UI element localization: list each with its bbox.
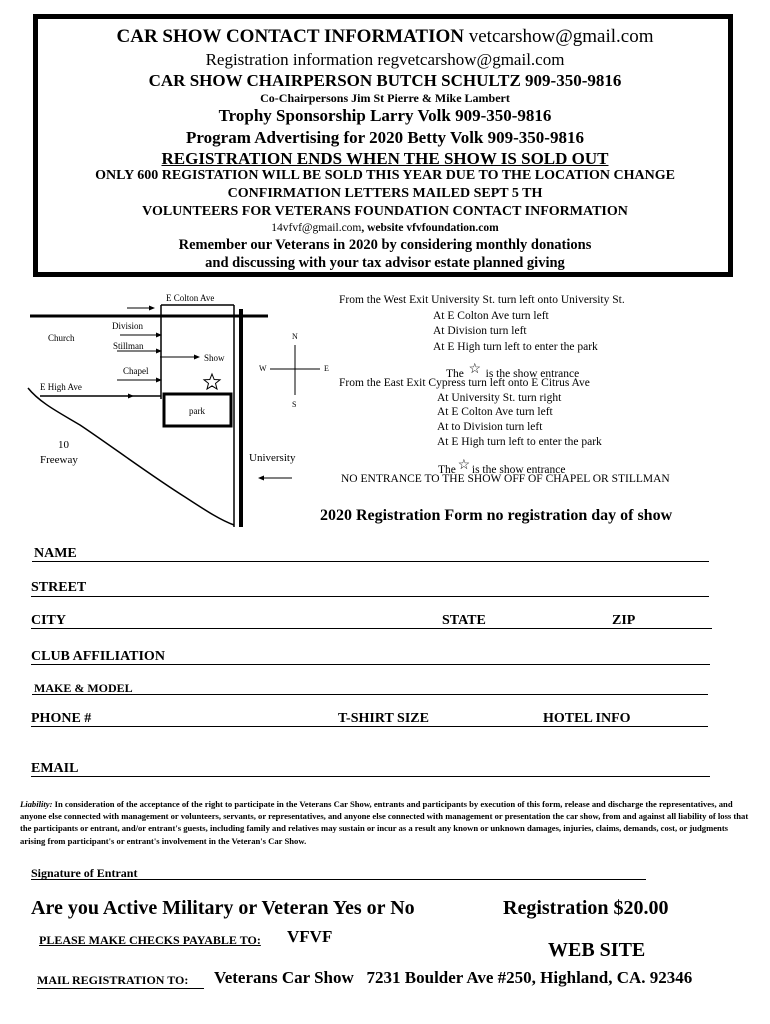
mail-to-label: MAIL REGISTRATION TO: [37, 973, 204, 989]
registration-limit: ONLY 600 REGISTATION WILL BE SOLD THIS YEAR DUE TO THE LOCATION CHANGE [95, 168, 675, 183]
foundation-website: , website vfvfoundation.com [361, 222, 499, 234]
zip-label: ZIP [612, 613, 636, 628]
entrance-note-suffix: is the show entrance [471, 464, 566, 476]
direction-step: At Division turn left [433, 325, 527, 337]
map-label-colton: E Colton Ave [166, 293, 215, 303]
map-label-high: E High Ave [40, 382, 82, 392]
city-state-zip-field[interactable] [31, 628, 712, 629]
entrance-note-prefix: The [446, 368, 464, 380]
checks-payable-value: VFVF [287, 927, 333, 946]
form-title: 2020 Registration Form no registration day of show [320, 507, 673, 524]
location-map [0, 285, 340, 535]
checks-payable-label: PLEASE MAKE CHECKS PAYABLE TO: [39, 933, 261, 947]
registration-info: Registration information regvetcarshow@gmail.com [205, 50, 565, 69]
direction-step: At E Colton Ave turn left [437, 406, 553, 418]
remember-veterans: Remember our Veterans in 2020 by considering monthly donations [178, 237, 592, 253]
liability-text: In consideration of the acceptance of the right to participate in the Veterans Car Show, entrants and participants by execution of this form, release and discharge the representatives, and anyone else connected with management or volunteers, servants, or representatives, and anyone else connected with management or presentation the car show, from and against all liability of loss that the participants or entrant, and/or entrant's guests, including family and relatives may sustain or incur as a result any known or unknown damages, injuries, claims, demands, cost, or judgments arising from participant's or entrant's involvement in the Veteran's Car Show. [20, 799, 749, 846]
phone-tshirt-hotel-field[interactable] [31, 726, 708, 727]
estate-giving: and discussing with your tax advisor estate planned giving [205, 255, 565, 271]
email-field[interactable] [31, 776, 710, 777]
program-advertising: Program Advertising for 2020 Betty Volk 909-350-9816 [186, 128, 584, 147]
name-label: NAME [34, 546, 77, 561]
contact-email: vetcarshow@gmail.com [468, 26, 654, 47]
compass-south: S [292, 400, 297, 409]
map-label-park: park [189, 406, 205, 416]
map-label-stillman: Stillman [113, 341, 144, 351]
map-label-church: Church [48, 333, 75, 343]
direction-step: At E High turn left to enter the park [437, 436, 602, 448]
compass-west: W [259, 364, 267, 373]
foundation-contact [0, 222, 770, 234]
direction-west-exit: From the West Exit University St. turn left onto University St. [339, 294, 625, 306]
chairperson: CAR SHOW CHAIRPERSON BUTCH SCHULTZ 909-350-9816 [148, 71, 622, 90]
club-label: CLUB AFFILIATION [31, 649, 165, 664]
state-label: STATE [442, 613, 486, 628]
direction-step: At E High turn left to enter the park [433, 341, 598, 353]
volunteers-heading: VOLUNTEERS FOR VETERANS FOUNDATION CONTACT INFORMATION [142, 204, 628, 219]
direction-step: At to Division turn left [437, 421, 543, 433]
liability-statement [20, 798, 755, 847]
signature-label: Signature of Entrant [31, 866, 138, 880]
street-field[interactable] [31, 596, 709, 597]
signature-field[interactable] [31, 879, 646, 880]
star-icon: ☆ [468, 362, 482, 377]
co-chairpersons: Co-Chairpersons Jim St Pierre & Mike Lambert [260, 91, 510, 105]
map-label-university: University [249, 452, 296, 464]
direction-step: At E Colton Ave turn left [433, 310, 549, 322]
map-label-chapel: Chapel [123, 366, 149, 376]
tshirt-label: T-SHIRT SIZE [338, 711, 429, 726]
map-label-freeway: Freeway [40, 454, 78, 466]
mail-to-address: Veterans Car Show 7231 Boulder Ave #250, Highland, CA. 92346 [214, 968, 693, 987]
registration-ends: REGISTRATION ENDS WHEN THE SHOW IS SOLD OUT [161, 149, 609, 168]
map-label-freeway-number: 10 [58, 439, 69, 451]
entrance-note-prefix: The [438, 464, 456, 476]
confirmation-letters: CONFIRMATION LETTERS MAILED SEPT 5 TH [227, 186, 543, 201]
name-field[interactable] [32, 561, 709, 562]
phone-label: PHONE # [31, 711, 92, 726]
entrance-note-suffix: is the show entrance [485, 368, 580, 380]
trophy-sponsorship: Trophy Sponsorship Larry Volk 909-350-9816 [218, 106, 552, 125]
street-label: STREET [31, 580, 87, 595]
direction-east-exit: From the East Exit Cypress turn left onto E Citrus Ave [339, 377, 590, 389]
city-label: CITY [31, 613, 67, 628]
contact-line [0, 26, 770, 48]
contact-heading: CAR SHOW CONTACT INFORMATION [116, 26, 464, 47]
liability-label: Liability: [20, 799, 53, 809]
direction-step: At University St. turn right [437, 392, 562, 404]
no-entrance-notice: NO ENTRANCE TO THE SHOW OFF OF CHAPEL OR STILLMAN [341, 473, 670, 485]
website-heading: WEB SITE [548, 939, 646, 961]
star-icon: ☆ [457, 458, 471, 473]
make-model-label: MAKE & MODEL [34, 681, 133, 695]
email-label: EMAIL [31, 761, 79, 776]
compass-east: E [324, 364, 329, 373]
make-model-field[interactable] [32, 694, 708, 695]
map-label-show: Show [204, 353, 225, 363]
registration-fee: Registration $20.00 [503, 897, 669, 919]
compass-north: N [292, 332, 298, 341]
club-field[interactable] [31, 664, 710, 665]
military-question: Are you Active Military or Veteran Yes or No [31, 897, 415, 919]
map-label-division: Division [112, 321, 144, 331]
foundation-email: 14vfvf@gmail.com [271, 222, 362, 234]
hotel-label: HOTEL INFO [543, 711, 631, 726]
show-entrance-star-icon [204, 374, 220, 389]
